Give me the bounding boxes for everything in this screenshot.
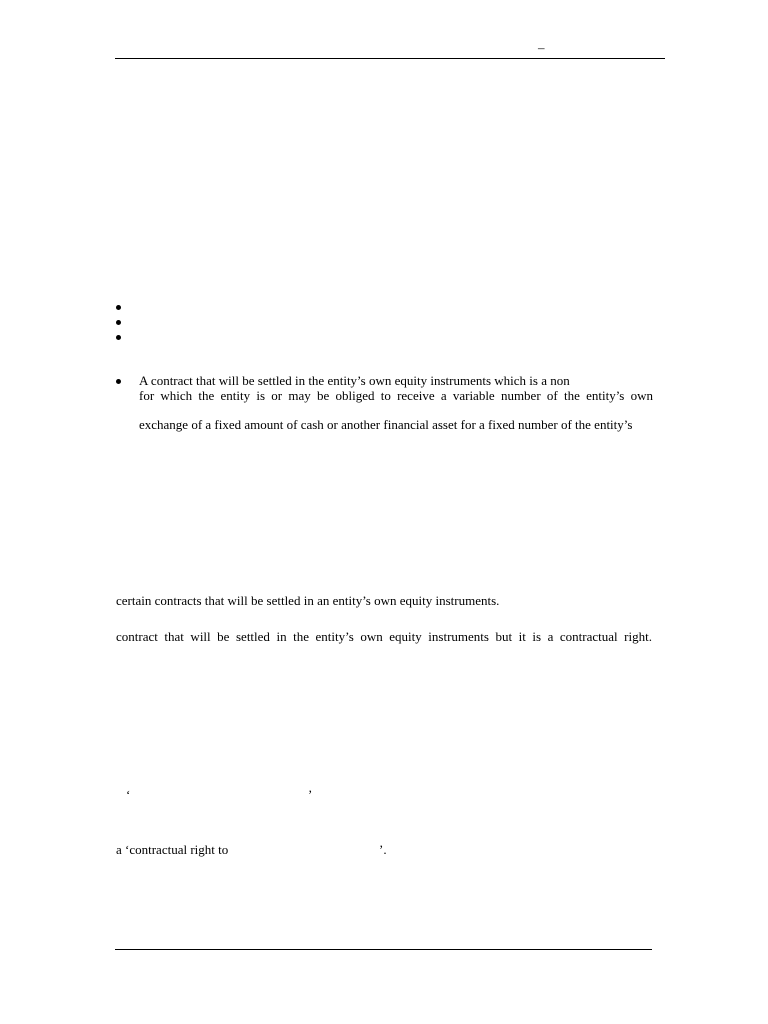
header-rule (115, 58, 665, 59)
bullet-item-line-1: A contract that will be settled in the entity’s own equity instruments which is a non (139, 373, 570, 388)
bullet-item-line-2: for which the entity is or may be obliged to receive a variable number of the entity’s own (139, 388, 653, 403)
bullet-dot-3 (116, 335, 121, 340)
bullet-dot-1 (116, 305, 121, 310)
body-paragraph-3-end: ’. (379, 842, 387, 857)
header-mark: – (538, 40, 545, 55)
body-paragraph-3-start: a ‘contractual right to (116, 842, 229, 857)
body-paragraph-2: contract that will be settled in the entity’s own equity instruments but it is a contractual right. (116, 629, 652, 644)
body-paragraph-1: certain contracts that will be settled in an entity’s own equity instruments. (116, 593, 500, 608)
footer-rule (115, 949, 652, 950)
quote-open: ‘ (126, 787, 131, 802)
bullet-item-line-3: exchange of a fixed amount of cash or another financial asset for a fixed number of the entity’s (139, 417, 633, 432)
bullet-dot-2 (116, 320, 121, 325)
quote-close: ’ (308, 787, 313, 802)
bullet-dot-4 (116, 379, 121, 384)
